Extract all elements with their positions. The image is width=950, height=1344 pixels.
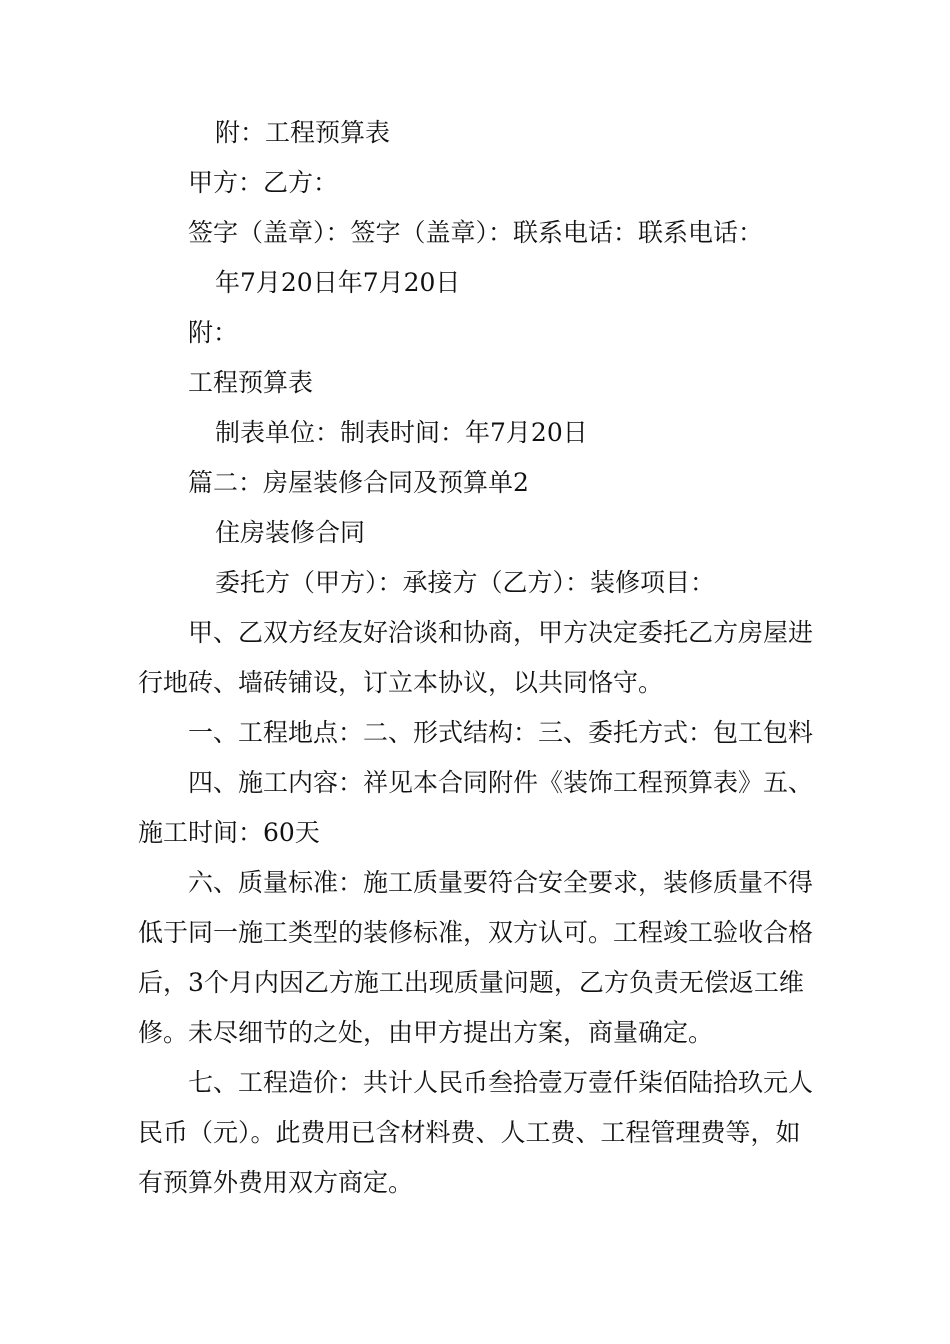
- paragraph-intro-line-1: 甲、乙双方经友好洽谈和协商，甲方决定委托乙方房屋进: [188, 618, 814, 647]
- clause-seven-line-2: 民币（元）。此费用已含材料费、人工费、工程管理费等，如: [138, 1118, 801, 1147]
- signature-line: 签字（盖章）：签字（盖章）：联系电话：联系电话：: [188, 218, 764, 247]
- clause-six-line-4: 修。未尽细节的之处，由甲方提出方案，商量确定。: [138, 1018, 714, 1047]
- clause-four-line: 四、施工内容：祥见本合同附件《装饰工程预算表》五、: [188, 768, 814, 797]
- clause-six-line-2: 低于同一施工类型的装修标准，双方认可。工程竣工验收合格: [138, 918, 814, 947]
- paragraph-intro-line-2: 行地砖、墙砖铺设，订立本协议，以共同恪守。: [138, 668, 664, 697]
- clause-five-line: 施工时间：60天: [138, 818, 320, 847]
- budget-table-title: 工程预算表: [188, 368, 314, 397]
- clause-six-line-3: 后，3个月内因乙方施工出现质量问题，乙方负责无偿返工维: [138, 968, 804, 997]
- section-two-heading: 篇二：房屋装修合同及预算单2: [188, 468, 529, 497]
- appendix-budget-line: 附：工程预算表: [215, 118, 391, 147]
- appendix-label: 附：: [188, 318, 239, 347]
- clause-seven-line-1: 七、工程造价：共计人民币叁拾壹万壹仟柒佰陆拾玖元人: [188, 1068, 814, 1097]
- client-contractor-line: 委托方（甲方）：承接方（乙方）：装修项目：: [215, 568, 716, 597]
- clause-seven-line-3: 有预算外费用双方商定。: [138, 1168, 414, 1197]
- clauses-one-to-three: 一、工程地点：二、形式结构：三、委托方式：包工包料: [188, 718, 814, 747]
- parties-line: 甲方：乙方：: [188, 168, 339, 197]
- date-line: 年7月20日年7月20日: [215, 268, 461, 297]
- table-maker-line: 制表单位：制表时间：年7月20日: [215, 418, 588, 447]
- clause-six-line-1: 六、质量标准：施工质量要符合安全要求，装修质量不得: [188, 868, 814, 897]
- contract-title: 住房装修合同: [215, 518, 366, 547]
